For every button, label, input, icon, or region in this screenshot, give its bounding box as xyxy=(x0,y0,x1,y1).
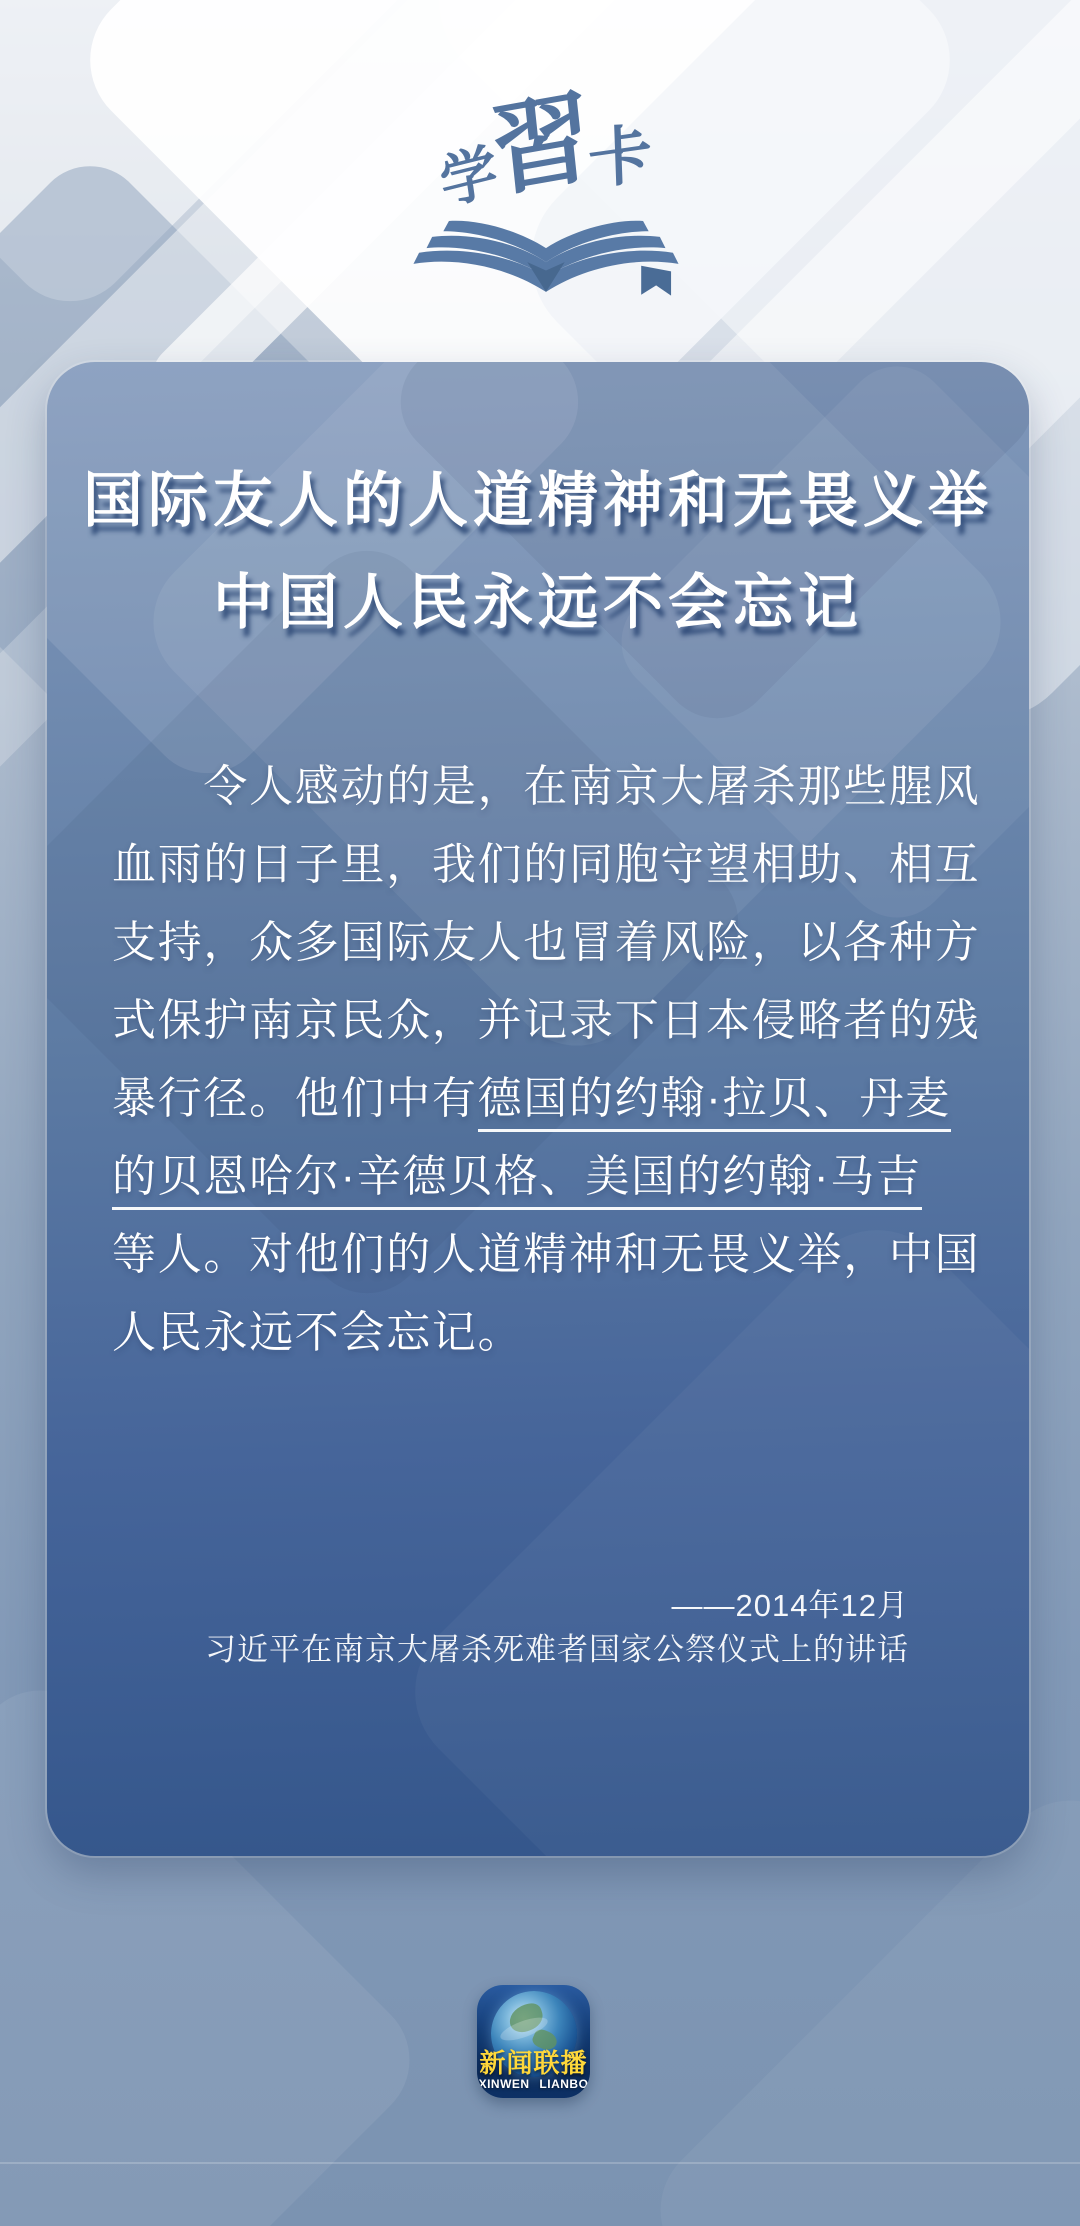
attribution xyxy=(205,1584,909,1672)
card-title-line: 国际友人的人道精神和无畏义举 xyxy=(83,467,993,534)
logo-char: 卡 xyxy=(587,116,653,198)
body-text-segment: 人民永远不会忘记。 xyxy=(112,1308,524,1357)
underlined-names: 的贝恩哈尔·辛德贝格、美国的约翰·马吉 xyxy=(112,1151,922,1210)
body-text-segment: 支持，众多国际友人也冒着风险，以各种方 xyxy=(112,918,981,967)
xuexika-logo xyxy=(388,80,698,300)
body-text-line xyxy=(112,1294,1017,1372)
footer-divider xyxy=(0,2162,1080,2164)
body-text-line xyxy=(112,904,1017,982)
body-text-segment: 式保护南京民众，并记录下日本侵略者的残 xyxy=(112,996,981,1045)
body-text-line xyxy=(112,1060,1017,1138)
quote-card xyxy=(47,362,1029,1856)
body-text-segment: 暴行径。他们中有 xyxy=(112,1074,478,1123)
body-text-segment: 血雨的日子里，我们的同胞守望相助、相互 xyxy=(112,840,981,889)
attribution-date: ——2014年12月 xyxy=(671,1588,909,1623)
underlined-names: 德国的约翰·拉贝、丹麦 xyxy=(478,1073,951,1132)
xinwen-lianbo-icon xyxy=(477,1985,590,2098)
body-text-line xyxy=(112,1138,1017,1216)
body-text-segment: 等人。对他们的人道精神和无畏义举，中国 xyxy=(112,1230,981,1279)
logo-char: 習 xyxy=(486,80,598,210)
open-book-icon xyxy=(406,201,686,297)
body-text-line xyxy=(112,748,1017,826)
body-text-line xyxy=(112,982,1017,1060)
quote-body xyxy=(112,748,1017,1372)
body-text-segment: 令人感动的是，在南京大屠杀那些腥风 xyxy=(112,762,981,811)
logo-char: 学 xyxy=(436,138,502,217)
attribution-source: 习近平在南京大屠杀死难者国家公祭仪式上的讲话 xyxy=(205,1632,909,1667)
card-title xyxy=(47,450,1029,654)
body-text-line xyxy=(112,826,1017,904)
app-name-en: XINWEN LIANBO xyxy=(478,2077,589,2091)
body-text-line xyxy=(112,1216,1017,1294)
card-title-line: 中国人民永远不会忘记 xyxy=(213,569,863,636)
app-name-cn: 新闻联播 xyxy=(479,2048,588,2078)
